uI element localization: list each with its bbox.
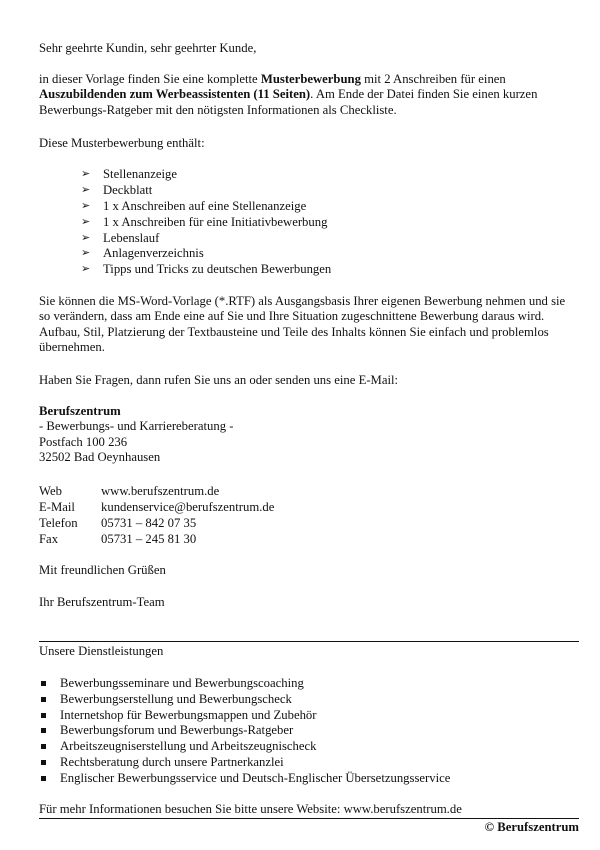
- address-block: [39, 404, 579, 466]
- contact-value: 05731 – 245 81 30: [101, 531, 197, 546]
- contact-label: Telefon: [39, 515, 78, 530]
- questions-paragraph: Haben Sie Fragen, dann rufen Sie uns an oder senden uns eine E-Mail:: [39, 373, 399, 387]
- square-bullet-icon: [41, 713, 46, 718]
- service-item-label: Arbeitszeugniserstellung und Arbeitszeugnischeck: [60, 739, 317, 754]
- contents-list: [39, 167, 579, 278]
- contact-label: E-Mail: [39, 499, 75, 514]
- arrow-bullet-icon: ➢: [81, 168, 91, 180]
- service-item: [39, 723, 579, 739]
- square-bullet-icon: [41, 728, 46, 733]
- copyright: © Berufszentrum: [484, 820, 579, 834]
- contents-item-label: Tipps und Tricks zu deutschen Bewerbungen: [103, 262, 332, 277]
- intro-text-1: in dieser Vorlage finden Sie eine komplette: [39, 72, 261, 86]
- contact-row: [39, 532, 579, 548]
- contact-row: [39, 484, 579, 500]
- services-list: [39, 676, 579, 787]
- square-bullet-icon: [41, 760, 46, 765]
- service-item: [39, 708, 579, 724]
- contents-item: [81, 215, 579, 231]
- service-item-label: Bewerbungsseminare und Bewerbungscoaching: [60, 676, 304, 690]
- contents-item-label: Anlagenverzeichnis: [103, 246, 204, 261]
- service-item-label: Rechtsberatung durch unsere Partnerkanzlei: [60, 754, 284, 769]
- contents-item-label: Stellenanzeige: [103, 167, 177, 181]
- intro-bold-2: Auszubildenden zum Werbeassistenten (11 Seiten): [39, 87, 311, 102]
- signature: Ihr Berufszentrum-Team: [39, 595, 165, 609]
- service-item: [39, 676, 579, 692]
- service-item-label: Bewerbungsforum und Bewerbungs-Ratgeber: [60, 723, 294, 738]
- usage-paragraph: Sie können die MS-Word-Vorlage (*.RTF) als Ausgangsbasis Ihrer eigenen Bewerbung nehmen und sie so verändern, dass am Ende eine auf Sie und Ihre Situation zugeschnittene Bewerbung daraus wird. Aufbau, Stil, Platzierung der Textbausteine und Teile des Inhalts können Sie einfach und problemlos übernehmen.: [39, 294, 566, 355]
- service-item: [39, 755, 579, 771]
- arrow-bullet-icon: ➢: [81, 183, 91, 196]
- contents-item: [81, 262, 579, 278]
- square-bullet-icon: [41, 681, 46, 686]
- contents-item-label: Deckblatt: [103, 182, 153, 197]
- arrow-bullet-icon: ➢: [81, 215, 91, 228]
- contact-value: www.berufszentrum.de: [101, 484, 220, 498]
- service-item-label: Internetshop für Bewerbungsmappen und Zubehör: [60, 707, 317, 722]
- contents-item-label: 1 x Anschreiben für eine Initiativbewerbung: [103, 214, 328, 229]
- service-item: [39, 771, 579, 787]
- service-item: [39, 692, 579, 708]
- arrow-bullet-icon: ➢: [81, 247, 91, 260]
- closing: Mit freundlichen Grüßen: [39, 563, 166, 577]
- intro-text-2: mit 2 Anschreiben für einen: [360, 72, 506, 86]
- arrow-bullet-icon: ➢: [81, 231, 91, 244]
- contact-row: [39, 500, 579, 516]
- company-name: Berufszentrum: [39, 404, 121, 418]
- service-item-label: Bewerbungserstellung und Bewerbungscheck: [60, 691, 292, 706]
- greeting: Sehr geehrte Kundin, sehr geehrter Kunde,: [39, 41, 257, 55]
- contact-value: kundenservice@berufszentrum.de: [101, 499, 275, 514]
- more-info-text: Für mehr Informationen besuchen Sie bitte unsere Website: www.berufszentrum.de: [39, 802, 462, 816]
- contents-item: [81, 199, 579, 215]
- square-bullet-icon: [41, 776, 46, 781]
- bottom-divider: [39, 818, 579, 819]
- square-bullet-icon: [41, 744, 46, 749]
- square-bullet-icon: [41, 697, 46, 702]
- services-heading: Unsere Dienstleistungen: [39, 644, 164, 658]
- contact-label: Web: [39, 484, 62, 498]
- contents-item: [81, 183, 579, 199]
- services-list-wrap: [39, 676, 579, 787]
- city: 32502 Bad Oeynhausen: [39, 450, 161, 465]
- contact-label: Fax: [39, 531, 59, 546]
- contact-row: [39, 516, 579, 532]
- company-tagline: - Bewerbungs- und Karriereberatung -: [39, 419, 234, 434]
- arrow-bullet-icon: ➢: [81, 263, 91, 276]
- contents-heading: Diese Musterbewerbung enthält:: [39, 136, 205, 150]
- contents-item-label: 1 x Anschreiben auf eine Stellenanzeige: [103, 198, 307, 213]
- contact-block: [39, 484, 579, 548]
- top-divider: [39, 641, 579, 642]
- contents-item: [81, 167, 579, 183]
- contents-list-wrap: [39, 167, 579, 278]
- contents-item: [81, 231, 579, 247]
- po-box: Postfach 100 236: [39, 434, 128, 449]
- intro-text-3: . Am Ende der Datei finden Sie einen kurzen Bewerbungs-Ratgeber mit den nötigsten Informationen als Checkliste.: [39, 87, 538, 117]
- arrow-bullet-icon: ➢: [81, 199, 91, 212]
- contents-item-label: Lebenslauf: [103, 230, 160, 245]
- intro-bold-1: Musterbewerbung: [260, 72, 361, 86]
- intro-paragraph: [39, 72, 579, 118]
- contact-value: 05731 – 842 07 35: [101, 515, 197, 530]
- contents-item: [81, 246, 579, 262]
- service-item: [39, 739, 579, 755]
- service-item-label: Englischer Bewerbungsservice und Deutsch-Englischer Übersetzungsservice: [60, 770, 451, 785]
